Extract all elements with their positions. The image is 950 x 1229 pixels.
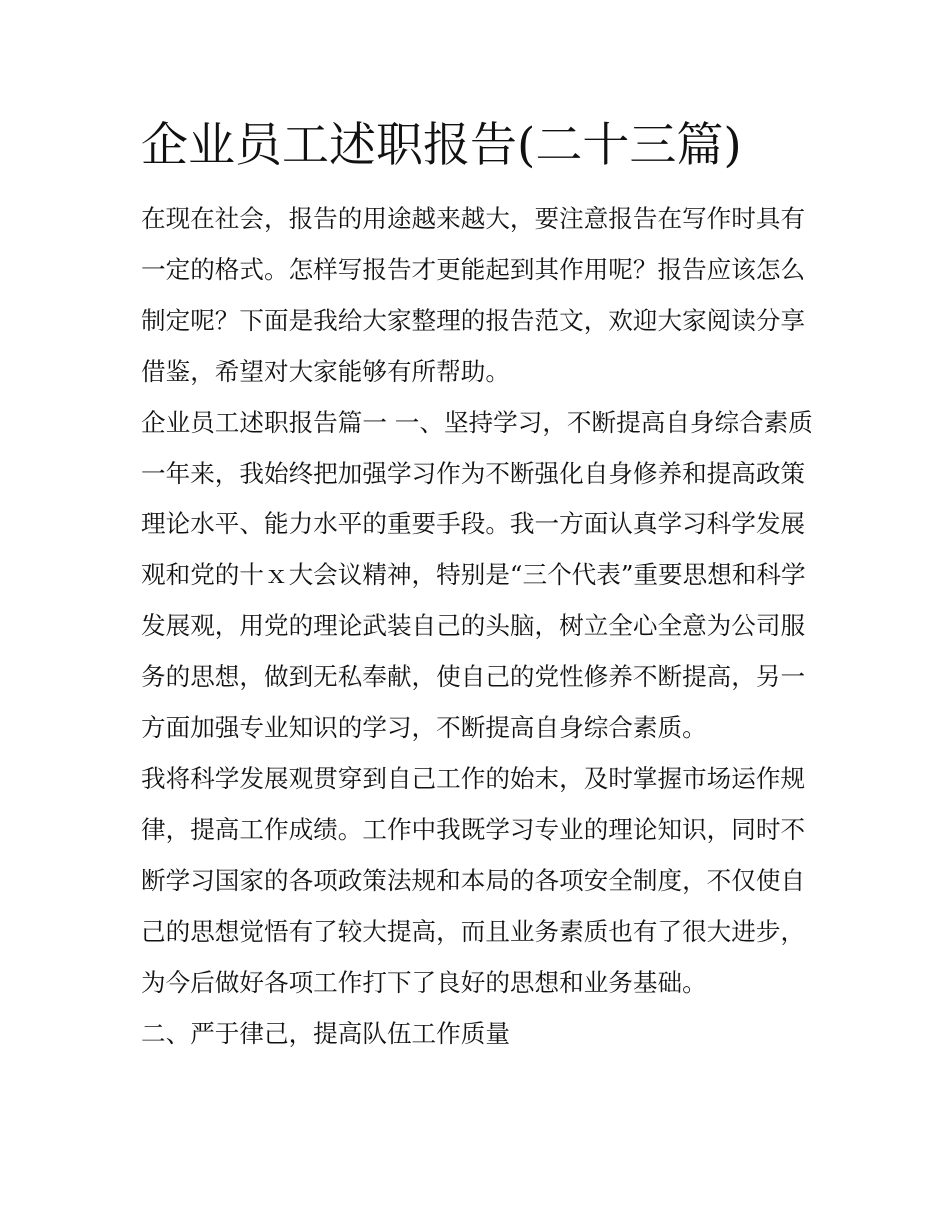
paragraph-section-heading-2: 二、严于律己，提高队伍工作质量 [141,1018,510,1048]
paragraph-study: 一年来，我始终把加强学习作为不断强化自身修养和提高政策理论水平、能力水平的重要手段。我一方面认真学习科学发展观和党的十ｘ大会议精神，特别是“三个代表”重要思想和科学发展观，用党的理论武装自己的头脑，树立全心全意为公司服务的思想，做到无私奉献，使自己的党性修养不断提高，另一方面加强专业知识的学习，不断提高自身综合素质。 [141,458,806,743]
document-title: 企业员工述职报告(二十三篇) [141,118,742,173]
paragraph-development: 我将科学发展观贯穿到自己工作的始末，及时掌握市场运作规律，提高工作成绩。工作中我既学习专业的理论知识，同时不断学习国家的各项政策法规和本局的各项安全制度，不仅使自己的思想觉悟有了较大提高，而且业务素质也有了很大进步，为今后做好各项工作打下了良好的思想和业务基础。 [141,763,806,997]
paragraph-intro: 在现在社会，报告的用途越来越大，要注意报告在写作时具有一定的格式。怎样写报告才更能起到其作用呢？报告应该怎么制定呢？下面是我给大家整理的报告范文，欢迎大家阅读分享借鉴，希望对大家能够有所帮助。 [141,204,806,386]
paragraph-section-heading-1: 企业员工述职报告篇一 一、坚持学习，不断提高自身综合素质 [141,407,813,437]
document-body [141,194,821,1059]
